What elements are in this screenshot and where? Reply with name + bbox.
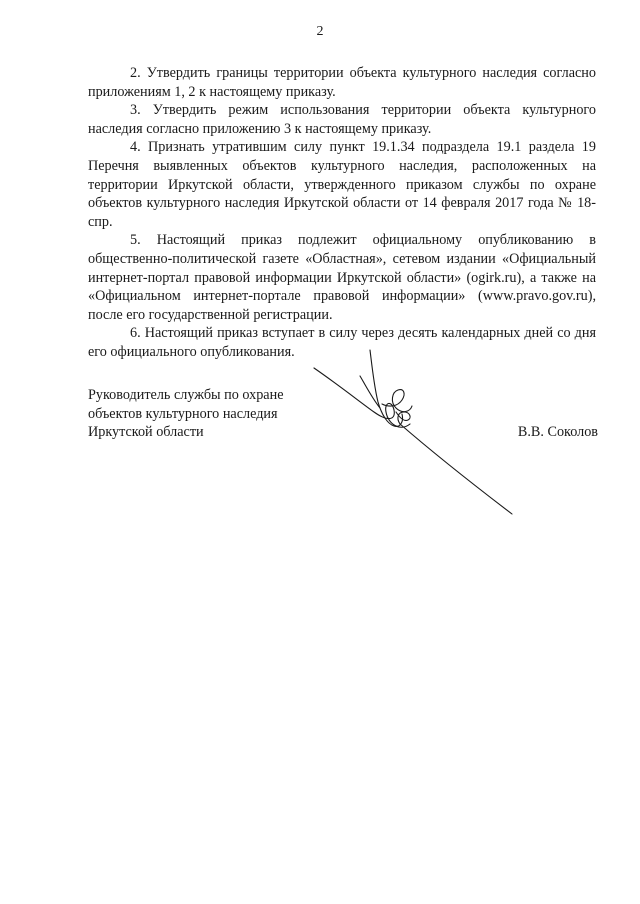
signatory-title-line: Иркутской области	[88, 424, 204, 441]
signatory-title-line: Руководитель службы по охране	[88, 387, 284, 403]
paragraph-approve-usage-regime: 3. Утвердить режим использования территории объекта культурного наследия согласно приложению 3 к настоящему приказу.	[88, 102, 596, 137]
signatory-title-line: объектов культурного наследия	[88, 405, 278, 422]
paragraph-approve-boundaries: 2. Утвердить границы территории объекта культурного наследия согласно приложениям 1, 2 к настоящему приказу.	[88, 65, 596, 100]
paragraph-repeal-clause: 4. Признать утратившим силу пункт 19.1.34 подраздела 19.1 раздела 19 Перечня выявленных объектов культурного наследия, расположенных на территории Иркутской области, утвержденного приказом службы по охране объектов культурного наследия Иркутской области от 14 февраля 2017 года № 18-спр.	[88, 139, 596, 230]
paragraph-publication: 5. Настоящий приказ подлежит официальному опубликованию в общественно-политической газете «Областная», сетевом издании «Официальный интернет-портал правовой информации Иркутской области» (ogirk.ru), а также на «Официальном интернет-портале правовой информации» (www.pravo.gov.ru), после его государственной регистрации.	[88, 232, 596, 323]
paragraph-effective-date: 6. Настоящий приказ вступает в силу через десять календарных дней со дня его официального опубликования.	[88, 325, 596, 360]
page-number: 2	[316, 24, 324, 39]
signatory-name: В.В. Соколов	[517, 424, 598, 440]
document-body	[88, 64, 596, 362]
signatory-title	[88, 386, 328, 442]
